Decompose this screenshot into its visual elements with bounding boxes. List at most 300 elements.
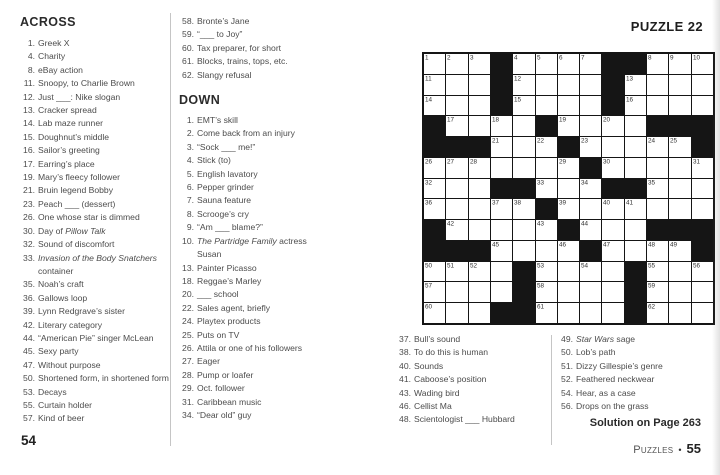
cell-number: 3 <box>469 53 474 61</box>
cell-number: 52 <box>469 261 477 269</box>
clue-item <box>20 412 170 425</box>
grid-cell <box>491 262 512 282</box>
grid-cell <box>424 75 445 95</box>
grid-cell <box>669 158 690 178</box>
clue-number: 8. <box>186 208 194 219</box>
across-heading: ACROSS <box>20 15 76 29</box>
clue-item <box>20 372 170 385</box>
cell-number: 24 <box>648 136 656 144</box>
clue-number: 26. <box>182 342 194 353</box>
cell-number: 32 <box>425 178 433 186</box>
cell-number: 55 <box>648 261 656 269</box>
clue-number: 47. <box>23 359 35 370</box>
clue-item <box>179 221 351 234</box>
clue-text: EMT’s skill <box>197 115 238 126</box>
clue-number: 13. <box>23 105 35 116</box>
cell-number: 39 <box>558 198 566 207</box>
grid-cell <box>513 75 534 95</box>
column-divider-left <box>170 13 171 446</box>
clue-text: Tax preparer, for short <box>197 42 282 53</box>
clue-item <box>179 329 351 342</box>
clue-item <box>396 346 546 359</box>
grid-cell <box>625 199 646 219</box>
clue-text: Bronte’s Jane <box>197 16 250 26</box>
clue-text: Peach ___ (dessert) <box>38 198 116 209</box>
down-clue-list <box>179 114 351 422</box>
cell-number: 14 <box>425 95 433 103</box>
grid-cell <box>513 241 534 261</box>
clue-text: Snoopy, to Charlie Brown <box>38 78 135 89</box>
clue-text: Decays <box>38 386 67 397</box>
grid-cell <box>625 137 646 157</box>
clue-text: Star Wars sage <box>576 334 636 344</box>
clue-text: Earring’s place <box>38 158 95 169</box>
cell-number: 26 <box>425 157 433 165</box>
grid-cell-black <box>625 262 646 282</box>
cell-number: 41 <box>625 198 633 207</box>
clue-item <box>558 360 718 373</box>
clue-text: To do this is human <box>414 347 489 358</box>
page-edge-shadow <box>712 0 720 475</box>
cell-number: 54 <box>581 261 589 269</box>
clue-item <box>20 131 170 144</box>
grid-cell <box>580 137 601 157</box>
grid-cell <box>469 199 490 219</box>
footer-section-label: Puzzles <box>633 444 674 456</box>
grid-cell <box>647 199 668 219</box>
clue-number: 26. <box>23 212 35 223</box>
across-clue-list <box>20 37 170 426</box>
clue-item <box>20 64 170 77</box>
grid-cell-black <box>469 241 490 261</box>
grid-cell <box>647 241 668 261</box>
clue-number: 15. <box>23 131 35 142</box>
clue-text: Eager <box>197 356 220 367</box>
cell-number: 9 <box>670 53 674 61</box>
clue-number: 10. <box>182 235 194 246</box>
clue-number: 50. <box>23 373 35 384</box>
clue-text: Drops on the grass <box>576 401 649 412</box>
cell-number: 43 <box>536 219 544 228</box>
grid-cell-black <box>692 220 713 240</box>
right-page-footer <box>633 441 701 456</box>
cell-number: 15 <box>514 95 522 103</box>
clue-item <box>179 409 351 422</box>
clue-text: Blocks, trains, tops, etc. <box>197 56 288 67</box>
clue-text: Playtex products <box>197 316 261 327</box>
grid-cell <box>513 96 534 116</box>
grid-cell <box>536 158 557 178</box>
clue-text: Stick (to) <box>197 155 231 166</box>
clue-number: 32. <box>23 239 35 250</box>
down-clues-column-last <box>558 333 718 413</box>
clue-item <box>20 225 170 238</box>
grid-cell-black <box>625 179 646 199</box>
clue-number: 6. <box>186 182 194 193</box>
grid-cell <box>558 116 579 136</box>
grid-cell <box>536 282 557 302</box>
clue-number: 34. <box>182 409 194 420</box>
grid-cell-black <box>424 220 445 240</box>
grid-cell <box>558 262 579 282</box>
cell-number: 7 <box>581 53 585 61</box>
clue-item <box>179 315 351 328</box>
grid-cell <box>446 199 467 219</box>
clue-text: eBay action <box>38 64 83 75</box>
clue-number: 50. <box>561 347 573 358</box>
cell-number: 13 <box>625 74 633 82</box>
clue-number: 4. <box>186 155 194 166</box>
clue-text: Sounds <box>414 360 444 371</box>
clue-item <box>179 28 351 41</box>
clue-text: Lob’s path <box>576 347 616 358</box>
grid-cell-black <box>513 179 534 199</box>
cell-number: 34 <box>581 178 589 186</box>
clue-item <box>179 181 351 194</box>
grid-cell <box>580 262 601 282</box>
cell-number: 31 <box>692 157 700 165</box>
crossword-grid <box>422 52 715 325</box>
grid-cell <box>424 262 445 282</box>
column-divider-right <box>551 335 552 445</box>
grid-cell <box>558 303 579 323</box>
clue-number: 40. <box>399 360 411 371</box>
cell-number: 16 <box>625 95 633 103</box>
cell-number: 40 <box>603 198 611 207</box>
cell-number: 29 <box>558 157 566 165</box>
grid-cell <box>602 282 623 302</box>
clue-text: Kind of beer <box>38 413 85 424</box>
cell-number: 44 <box>581 219 589 228</box>
clue-item <box>20 399 170 412</box>
clue-text: Day of Pillow Talk <box>38 225 106 236</box>
clue-text: English lavatory <box>197 168 258 179</box>
clue-text: Without purpose <box>38 359 101 370</box>
clue-text: “Dear old” guy <box>197 409 252 420</box>
footer-bullet-icon: • <box>678 445 682 455</box>
grid-cell <box>536 220 557 240</box>
clue-item <box>20 37 170 50</box>
grid-cell <box>580 199 601 219</box>
grid-cell <box>469 303 490 323</box>
clue-item <box>179 382 351 395</box>
clue-text: Sailor’s greeting <box>38 145 100 156</box>
grid-cell <box>424 199 445 219</box>
cell-number: 21 <box>491 136 500 144</box>
grid-cell <box>669 179 690 199</box>
grid-cell-black <box>602 179 623 199</box>
grid-cell <box>692 158 713 178</box>
clue-text: Lynn Redgrave’s sister <box>38 306 125 317</box>
clue-item <box>20 104 170 117</box>
clue-number: 24. <box>182 316 194 327</box>
clue-item <box>558 400 718 413</box>
grid-cell <box>580 96 601 116</box>
clue-number: 28. <box>182 369 194 380</box>
cell-number: 37 <box>491 198 500 207</box>
grid-cell <box>647 179 668 199</box>
clue-text: Doughnut’s middle <box>38 131 110 142</box>
down-clue-list-continued <box>396 333 546 427</box>
clue-number: 4. <box>27 51 35 62</box>
clue-text: Scientologist ___ Hubbard <box>414 414 515 425</box>
grid-cell <box>469 262 490 282</box>
puzzle-title: PUZZLE 22 <box>630 19 703 34</box>
cell-number: 49 <box>670 240 678 248</box>
clue-item <box>20 252 170 279</box>
cell-number: 58 <box>536 281 544 290</box>
grid-cell <box>602 262 623 282</box>
grid-cell <box>536 262 557 282</box>
clue-number: 1. <box>186 115 194 126</box>
clue-text: Wading bird <box>414 387 460 398</box>
clue-item <box>20 184 170 197</box>
clue-item <box>179 208 351 221</box>
clue-number: 39. <box>23 306 35 317</box>
grid-cell-black <box>692 116 713 136</box>
clue-text: Cracker spread <box>38 105 97 116</box>
grid-cell <box>491 220 512 240</box>
cell-number: 23 <box>581 136 589 144</box>
clue-text: One whose star is dimmed <box>38 212 140 223</box>
grid-cell-black <box>513 282 534 302</box>
grid-cell <box>491 199 512 219</box>
clue-item <box>179 55 351 68</box>
cell-number: 4 <box>514 53 518 61</box>
grid-cell-black <box>647 116 668 136</box>
grid-cell <box>469 220 490 240</box>
grid-cell-black <box>692 241 713 261</box>
cell-number: 27 <box>447 157 455 165</box>
clue-number: 16. <box>23 145 35 156</box>
grid-cell <box>692 179 713 199</box>
grid-cell <box>536 303 557 323</box>
clue-text: Sauna feature <box>197 195 251 206</box>
clue-text: Slangy refusal <box>197 69 252 80</box>
grid-cell <box>669 96 690 116</box>
grid-cell-black <box>580 241 601 261</box>
cell-number: 28 <box>469 157 477 165</box>
clue-item <box>396 387 546 400</box>
cell-number: 56 <box>692 261 700 269</box>
clue-number: 56. <box>561 401 573 412</box>
clue-item <box>20 386 170 399</box>
grid-cell <box>669 199 690 219</box>
clue-number: 60. <box>182 42 194 53</box>
clue-item <box>179 235 351 262</box>
grid-cell <box>558 75 579 95</box>
clue-text: “___ to Joy” <box>197 29 243 40</box>
grid-cell-black <box>491 179 512 199</box>
cell-number: 47 <box>603 240 611 248</box>
clue-item <box>179 288 351 301</box>
cell-number: 18 <box>491 115 500 124</box>
grid-cell <box>647 282 668 302</box>
clue-item <box>558 373 718 386</box>
clue-number: 54. <box>561 387 573 398</box>
grid-cell <box>602 220 623 240</box>
clue-number: 18. <box>182 275 194 286</box>
clue-text: Curtain holder <box>38 399 92 410</box>
cell-number: 59 <box>648 281 656 290</box>
grid-cell <box>469 96 490 116</box>
clue-item <box>558 387 718 400</box>
grid-cell-black <box>491 96 512 116</box>
clue-item <box>20 91 170 104</box>
grid-cell <box>424 158 445 178</box>
grid-cell <box>669 137 690 157</box>
clue-text: Shortened form, in shortened form <box>38 373 169 384</box>
clue-number: 58. <box>182 16 194 26</box>
clue-text: Cellist Ma <box>414 401 452 412</box>
clue-number: 46. <box>399 401 411 412</box>
clue-text: Pepper grinder <box>197 182 254 193</box>
clue-number: 1. <box>27 38 35 48</box>
cell-number: 22 <box>536 136 544 144</box>
clue-number: 43. <box>399 387 411 398</box>
cell-number: 6 <box>558 53 563 61</box>
grid-cell <box>469 179 490 199</box>
clue-item <box>20 319 170 332</box>
grid-cell <box>647 158 668 178</box>
grid-cell <box>446 220 467 240</box>
grid-cell <box>469 75 490 95</box>
grid-cell <box>558 179 579 199</box>
clue-text: “Am ___ blame?” <box>197 222 263 233</box>
clue-item <box>20 359 170 372</box>
cell-number: 33 <box>536 178 544 186</box>
grid-cell <box>625 220 646 240</box>
clue-text: Invasion of the Body Snatchers container <box>38 252 157 276</box>
clue-item <box>396 400 546 413</box>
grid-cell <box>491 116 512 136</box>
grid-cell <box>491 282 512 302</box>
clue-number: 7. <box>186 195 194 206</box>
clue-item <box>179 168 351 181</box>
solution-note: Solution on Page 263 <box>589 417 701 429</box>
grid-cell <box>692 54 713 74</box>
cell-number: 50 <box>425 261 433 269</box>
grid-cell <box>625 75 646 95</box>
clue-item <box>20 158 170 171</box>
grid-cell <box>536 179 557 199</box>
grid-cell <box>536 54 557 74</box>
left-page-number: 54 <box>21 433 37 448</box>
clue-text: Reggae’s Marley <box>197 275 262 286</box>
clue-number: 38. <box>399 347 411 358</box>
grid-cell <box>469 282 490 302</box>
clue-text: Puts on TV <box>197 329 240 340</box>
grid-cell-black <box>469 137 490 157</box>
clue-item <box>179 369 351 382</box>
grid-cell <box>536 241 557 261</box>
clue-number: 59. <box>182 29 194 40</box>
cell-number: 36 <box>425 198 433 207</box>
grid-cell-black <box>424 137 445 157</box>
clue-item <box>179 342 351 355</box>
grid-cell-black <box>513 303 534 323</box>
clue-text: Painter Picasso <box>197 262 257 273</box>
clue-text: Noah’s craft <box>38 279 84 290</box>
grid-cell <box>602 199 623 219</box>
grid-cell <box>647 96 668 116</box>
clue-text: ___ school <box>197 289 239 300</box>
grid-cell <box>446 116 467 136</box>
grid-cell <box>446 303 467 323</box>
clue-number: 17. <box>23 158 35 169</box>
grid-cell <box>446 282 467 302</box>
clue-number: 49. <box>561 334 573 344</box>
grid-cell <box>669 262 690 282</box>
clue-text: Bruin legend Bobby <box>38 185 114 196</box>
clue-item <box>179 262 351 275</box>
across-clue-list-continued <box>179 15 351 82</box>
clue-item <box>20 198 170 211</box>
grid-cell-black <box>602 75 623 95</box>
grid-cell <box>536 75 557 95</box>
clue-number: 45. <box>23 346 35 357</box>
clue-text: Dizzy Gillespie’s genre <box>576 360 663 371</box>
cell-number: 1 <box>425 53 429 61</box>
clue-item <box>179 275 351 288</box>
clue-text: Charity <box>38 51 66 62</box>
cell-number: 48 <box>648 240 656 248</box>
clue-text: Scrooge’s cry <box>197 208 249 219</box>
right-page-number: 55 <box>686 441 701 456</box>
grid-cell-black <box>625 54 646 74</box>
clue-text: Sexy party <box>38 346 79 357</box>
grid-cell-black <box>602 54 623 74</box>
grid-cell <box>602 116 623 136</box>
grid-cell <box>558 199 579 219</box>
grid-cell <box>692 96 713 116</box>
grid-cell-black <box>580 158 601 178</box>
grid-cell <box>513 116 534 136</box>
clue-text: Attila or one of his followers <box>197 342 303 353</box>
grid-cell-black <box>491 54 512 74</box>
clue-item <box>20 305 170 318</box>
clue-number: 62. <box>182 69 194 80</box>
clue-number: 55. <box>23 399 35 410</box>
clue-text: Caboose’s position <box>414 374 487 385</box>
clue-number: 33. <box>23 252 35 263</box>
clue-number: 20. <box>182 289 194 300</box>
grid-cell <box>602 303 623 323</box>
clue-item <box>558 333 718 346</box>
clue-number: 8. <box>27 64 35 75</box>
grid-cell <box>580 116 601 136</box>
grid-cell-black <box>647 220 668 240</box>
cell-number: 19 <box>558 115 566 124</box>
grid-cell <box>580 54 601 74</box>
grid-cell <box>625 158 646 178</box>
clue-item <box>20 77 170 90</box>
grid-cell <box>469 54 490 74</box>
grid-cell <box>446 75 467 95</box>
clue-number: 2. <box>186 128 194 139</box>
clue-number: 25. <box>182 329 194 340</box>
grid-cell <box>513 199 534 219</box>
clue-number: 14. <box>23 118 35 129</box>
middle-clues-column <box>179 15 351 422</box>
grid-cell <box>491 241 512 261</box>
cell-number: 57 <box>425 281 433 290</box>
cell-number: 20 <box>603 115 611 124</box>
cell-number: 5 <box>536 53 541 61</box>
cell-number: 51 <box>447 261 455 269</box>
grid-cell <box>513 220 534 240</box>
clue-text: Just ___: Nike slogan <box>38 91 121 102</box>
